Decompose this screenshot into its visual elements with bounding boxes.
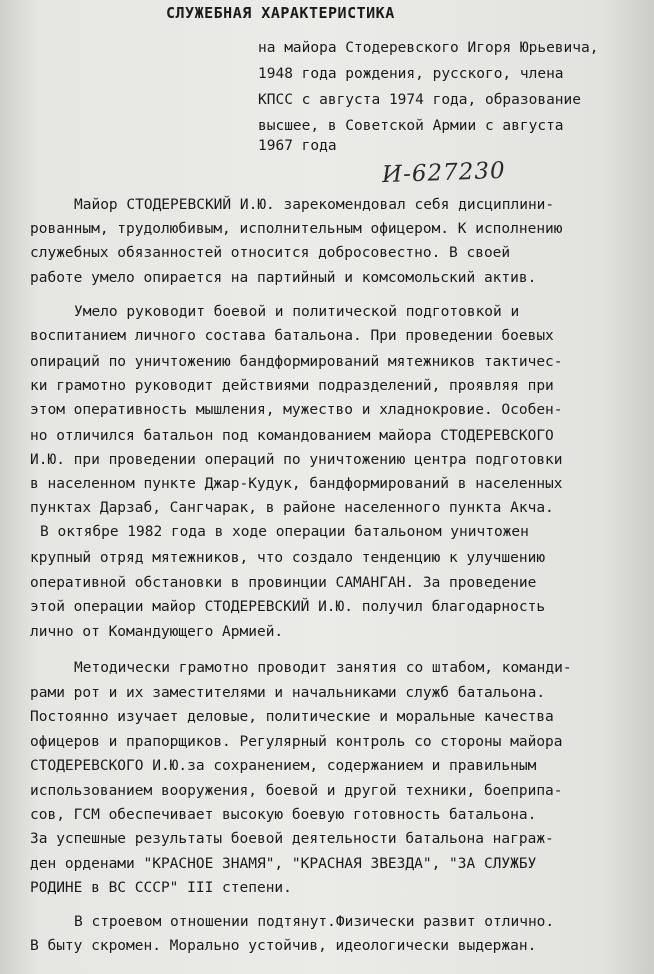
body-line: оперативной обстановки в провинции САМАНГАН. За проведение [30,575,537,591]
body-line: крупный отряд мятежников, что создало тенденцию к улучшению [30,550,546,566]
body-line: служебных обязанностей относится добросовестно. В своей [30,245,511,261]
body-line: За успешные результаты боевой деятельности батальона награж- [30,831,554,847]
body-line: Умело руководит боевой и политической подготовкой и [74,304,520,320]
header-line: 1967 года [258,138,337,154]
body-line: этой операции майор СТОДЕРЕВСКИЙ И.Ю. получил благодарность [30,599,546,615]
body-line: офицеров и прапорщиков. Регулярный контроль со стороны майора [30,734,563,750]
body-line: использованием вооружения, боевой и другой техники, боеприпа- [30,783,563,799]
body-line: но отличился батальон под командованием майора СТОДЕРЕВСКОГО [30,428,554,444]
header-line: высшее, в Советской Армии с августа [258,118,564,134]
body-line: В быту скромен. Морально устойчив, идеологически выдержан. [30,938,537,954]
body-line: работе умело опирается на партийный и комсомольский актив. [30,270,537,286]
body-line: пунктах Дарзаб, Сангчарак, в районе населенного пункта Акча. [30,500,554,516]
document-title: СЛУЖЕБНАЯ ХАРАКТЕРИСТИКА [166,4,395,22]
body-line: рами рот и их заместителями и начальниками служб батальона. [30,685,546,701]
header-line: 1948 года рождения, русского, члена [258,66,564,82]
header-line: на майора Стодеревского Игоря Юрьевича, [258,40,599,56]
body-line: в населенном пункте Джар-Кудук, бандформирований в населенных [30,476,563,492]
handwritten-number: И-627230 [381,157,507,189]
body-line: Методически грамотно проводит занятия со штабом, команди- [74,660,572,676]
body-line: рованным, трудолюбивым, исполнительным офицером. К исполнению [30,221,563,237]
body-line: воспитанием личного состава батальона. При проведении боевых [30,328,554,344]
body-line: В строевом отношении подтянут.Физически развит отлично. [74,914,555,930]
body-line: ки грамотно руководит действиями подразделений, проявляя при [30,378,554,394]
body-line: сов, ГСМ обеспечивает высокую боевую готовность батальона. [30,807,537,823]
body-line: Майор СТОДЕРЕВСКИЙ И.Ю. зарекомендовал себя дисциплини- [74,197,555,213]
body-line: СТОДЕРЕВСКОГО И.Ю.за сохранением, содержанием и правильным [30,758,537,774]
body-line: Постоянно изучает деловые, политические и моральные качества [30,709,554,725]
body-line: опираций по уничтожению бандформирований мятежников тактичес- [30,354,563,370]
body-line: этом оперативность мышления, мужество и хладнокровие. Особен- [30,402,563,418]
header-line: КПСС с августа 1974 года, образование [258,92,582,108]
body-line: РОДИНЕ в ВС СССР" III степени. [30,880,292,896]
body-line: ден орденами "КРАСНОЕ ЗНАМЯ", "КРАСНАЯ ЗВЕЗДА", "ЗА СЛУЖБУ [30,856,537,872]
body-line: В октябре 1982 года в ходе операции батальоном уничтожен [40,524,529,540]
body-line: лично от Командующего Армией. [30,624,284,640]
body-line: И.Ю. при проведении операций по уничтожению центра подготовки [30,452,563,468]
